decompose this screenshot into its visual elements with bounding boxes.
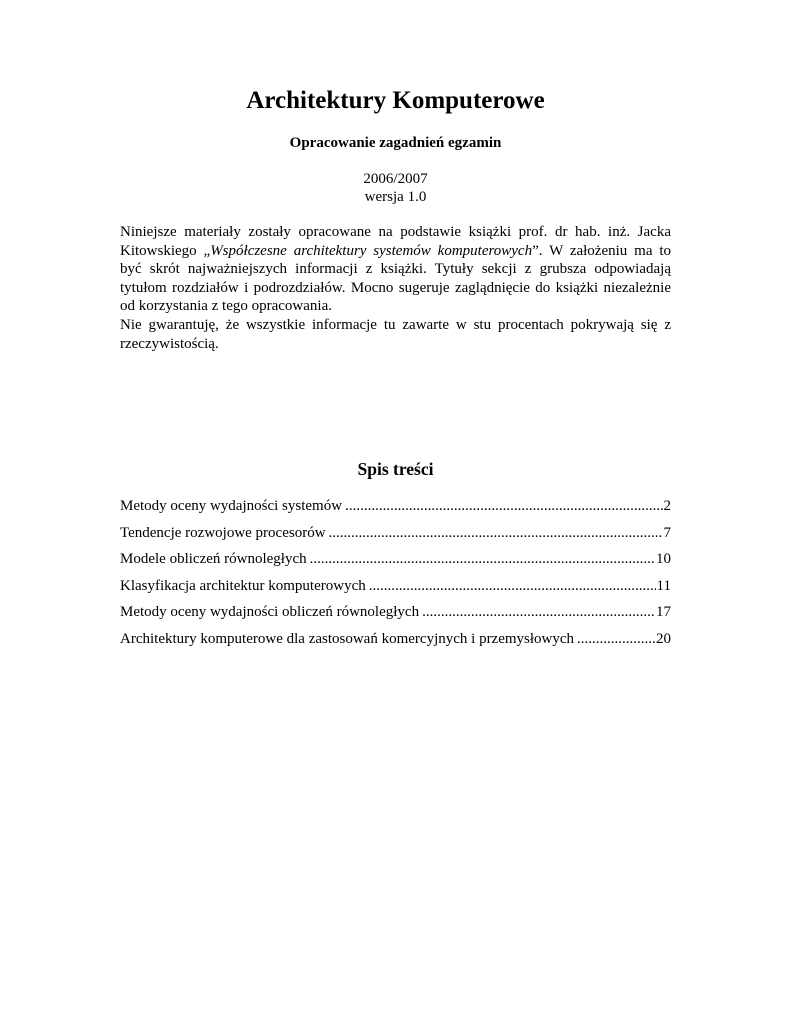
intro-paragraph <box>120 223 671 316</box>
document-version: wersja 1.0 <box>364 189 427 205</box>
toc-item-2[interactable] <box>120 523 671 550</box>
toc-item-label: Metody oceny wydajności obliczeń równoległych <box>120 604 420 621</box>
toc-item-label: Modele obliczeń równoległych <box>120 551 307 568</box>
toc-heading: Spis treści <box>357 459 434 479</box>
toc-leader-dots <box>369 576 656 596</box>
intro-book-title: Współczesne architektury systemów komputerowych <box>210 242 533 259</box>
toc-item-page: 11 <box>656 577 671 594</box>
intro-disclaimer: Nie gwarantuję, że wszystkie informacje tu zawarte w stu procentach pokrywają się z rzeczywistością. <box>120 316 671 352</box>
document-subtitle: Opracowanie zagadnień egzamin <box>289 135 502 151</box>
toc-item-label: Architektury komputerowe dla zastosowań komercyjnych i przemysłowych <box>120 630 575 647</box>
table-of-contents <box>120 496 671 656</box>
toc-item-4[interactable] <box>120 576 671 603</box>
toc-leader-dots <box>329 523 663 543</box>
toc-item-page: 20 <box>656 630 671 647</box>
toc-item-3[interactable] <box>120 549 671 576</box>
intro-text <box>120 223 671 353</box>
toc-item-page: 2 <box>663 498 671 514</box>
toc-leader-dots <box>577 629 655 649</box>
toc-item-6[interactable] <box>120 629 671 656</box>
toc-item-label: Klasyfikacja architektur komputerowych <box>120 577 366 594</box>
toc-item-1[interactable] <box>120 496 671 523</box>
toc-item-label: Metody oceny wydajności systemów <box>120 498 343 514</box>
intro-part-1: Niniejsze materiały zostały opracowane na podstawie książki prof. dr hab. inż. Jacka Kitowskiego „ <box>120 224 671 259</box>
academic-year: 2006/2007 <box>363 171 428 187</box>
toc-leader-dots <box>422 602 655 622</box>
document-title: Architektury Komputerowe <box>246 87 545 114</box>
toc-item-5[interactable] <box>120 602 671 629</box>
toc-leader-dots <box>345 496 662 516</box>
toc-item-page: 17 <box>656 604 671 621</box>
toc-item-label: Tendencje rozwojowe procesorów <box>120 524 326 541</box>
toc-item-page: 10 <box>656 551 671 568</box>
toc-item-page: 7 <box>663 524 671 541</box>
intro-part-2: ”. W założeniu ma to być skrót najważniejszych informacji z książki. Tytuły sekcji z grubsza odpowiadają tytułom rozdziałów i podrozdziałów. Mocno sugeruje zaglądnięcie do książki niezależnie od korzystania z tego opracowania. <box>120 242 671 315</box>
toc-leader-dots <box>310 549 655 569</box>
